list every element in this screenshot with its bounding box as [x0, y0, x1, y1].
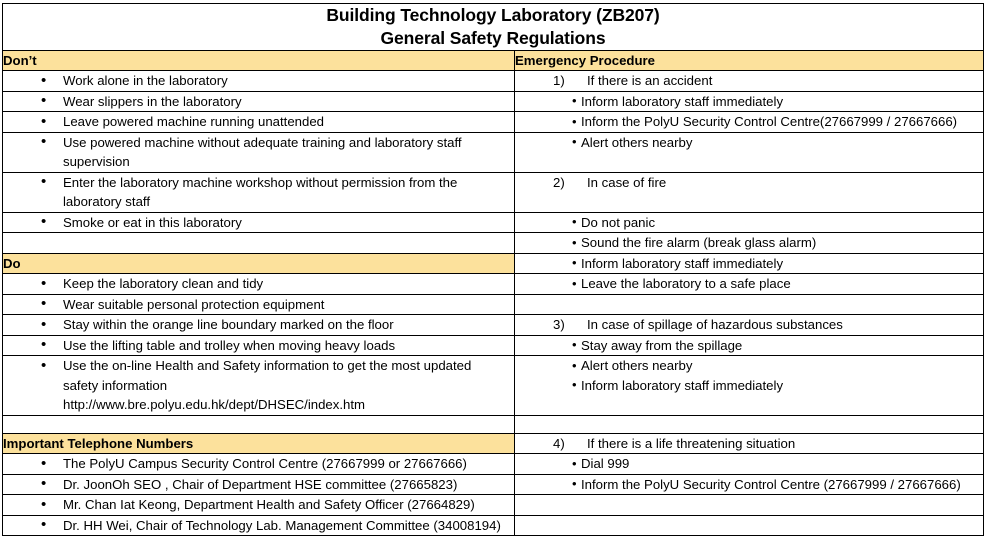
- procedure-title: In case of spillage of hazardous substances: [587, 317, 843, 332]
- spacer-cell: [515, 415, 984, 433]
- regulations-table: [2, 3, 984, 536]
- procedure-step-cell: [515, 253, 984, 274]
- table-row: [3, 433, 984, 454]
- list-item: [63, 495, 514, 515]
- phone-item-cell: [3, 474, 515, 495]
- do-item-cell: [3, 274, 515, 295]
- list-item-label: Use the on-line Health and Safety information to get the most updated: [63, 358, 472, 373]
- phones-section-header: Important Telephone Numbers: [3, 433, 515, 454]
- list-item-label: Stay away from the spillage: [581, 337, 743, 353]
- list-item: [581, 356, 983, 376]
- procedure-steps: [515, 92, 983, 112]
- dont-item-cell: [3, 172, 515, 212]
- list-item: [581, 274, 983, 294]
- list-item-label: Work alone in the laboratory: [63, 73, 228, 88]
- phone-item-cell: [3, 515, 515, 536]
- procedure-steps: [515, 233, 983, 253]
- list-item-label: Dial 999: [581, 456, 630, 471]
- procedure-step-cell: [515, 91, 984, 112]
- table-row: [3, 335, 984, 356]
- procedure-step-cell: [515, 212, 984, 233]
- emergency-section-header: Emergency Procedure: [515, 51, 984, 71]
- phones-list: [3, 454, 514, 474]
- list-item: [63, 315, 514, 335]
- list-item-label: Smoke or eat in this laboratory: [63, 214, 242, 230]
- procedure-number: 3): [553, 317, 565, 332]
- list-item-label: Leave the laboratory to a safe place: [581, 276, 791, 291]
- table-row: [3, 515, 984, 536]
- procedure-step-cell: [515, 112, 984, 133]
- list-item-label: Dr. HH Wei, Chair of Technology Lab. Management Committee (34008194): [63, 517, 501, 533]
- list-item-label: Inform laboratory staff immediately: [581, 255, 784, 271]
- procedure-step-cell: [515, 132, 984, 172]
- phone-item-cell: [3, 495, 515, 516]
- title-row: [3, 4, 984, 51]
- list-item: [63, 454, 514, 474]
- list-item-label: Use powered machine without adequate training and laboratory staff: [63, 134, 462, 150]
- procedure-steps: [515, 112, 983, 132]
- table-row: [3, 294, 984, 315]
- list-item-label: Inform laboratory staff immediately: [581, 93, 784, 109]
- procedure-title: If there is a life threatening situation: [587, 435, 796, 451]
- list-item-label: Wear slippers in the laboratory: [63, 93, 242, 109]
- table-row: [3, 212, 984, 233]
- procedure-steps: [515, 336, 983, 356]
- spacer-cell: [515, 294, 984, 315]
- do-item-cell: [3, 335, 515, 356]
- list-item-label: Sound the fire alarm (break glass alarm): [581, 235, 817, 250]
- procedure-title-cell: [515, 172, 984, 212]
- procedure-number: 1): [553, 73, 565, 88]
- title-line-primary: Building Technology Laboratory (ZB207): [326, 5, 660, 25]
- procedure-step-cell: [515, 356, 984, 416]
- list-item-label: Use the lifting table and trolley when moving heavy loads: [63, 337, 396, 353]
- procedure-step-cell: [515, 274, 984, 295]
- procedure-title-cell: [515, 71, 984, 92]
- list-item: [63, 336, 514, 356]
- list-item-continuation: laboratory staff: [63, 194, 150, 209]
- procedure-steps: [515, 454, 983, 474]
- phone-item-cell: [3, 454, 515, 475]
- list-item-label: Enter the laboratory machine workshop without permission from the: [63, 174, 458, 190]
- list-item: [63, 92, 514, 112]
- dont-item-cell: [3, 71, 515, 92]
- dos-list: [3, 336, 514, 356]
- list-item: [63, 516, 514, 536]
- list-item-label: Dr. JoonOh SEO , Chair of Department HSE committee (27665823): [63, 476, 458, 492]
- list-item: [581, 336, 983, 356]
- procedure-number: 2): [553, 174, 565, 190]
- procedure-title-cell: [515, 433, 984, 454]
- list-item-label: Keep the laboratory clean and tidy: [63, 276, 264, 291]
- dos-list: [3, 274, 514, 294]
- phones-list: [3, 495, 514, 515]
- procedure-step-cell: [515, 474, 984, 495]
- list-item: [63, 71, 514, 91]
- table-row: [3, 495, 984, 516]
- procedure-steps: [515, 356, 983, 395]
- list-item-continuation: supervision: [63, 154, 130, 169]
- spacer-cell: [515, 495, 984, 516]
- phones-list: [3, 475, 514, 495]
- dont-item-cell: [3, 91, 515, 112]
- procedure-step-cell: [515, 233, 984, 254]
- table-row: [3, 71, 984, 92]
- procedure-number: 4): [553, 435, 565, 451]
- document-title: [3, 4, 984, 51]
- list-item: [581, 213, 983, 233]
- procedure-steps: [515, 133, 983, 153]
- table-row: [3, 415, 984, 433]
- procedure-heading: [515, 315, 983, 335]
- dos-section-header: Do: [3, 253, 515, 274]
- donts-list: [3, 71, 514, 91]
- list-item-label: Stay within the orange line boundary marked on the floor: [63, 317, 394, 332]
- dos-list: [3, 315, 514, 335]
- table-row: [3, 356, 984, 416]
- list-item: [581, 92, 983, 112]
- list-item-label: Alert others nearby: [581, 134, 693, 150]
- do-item-cell: [3, 294, 515, 315]
- list-item: [63, 133, 514, 172]
- do-item-cell: [3, 315, 515, 336]
- procedure-title-cell: [515, 315, 984, 336]
- phones-list: [3, 516, 514, 536]
- procedure-steps: [515, 274, 983, 294]
- list-item: [63, 112, 514, 132]
- table-row: [3, 132, 984, 172]
- procedure-title: If there is an accident: [587, 73, 713, 88]
- list-item-label: Do not panic: [581, 214, 656, 230]
- list-item: [63, 356, 514, 415]
- table-row: [3, 233, 984, 254]
- donts-list: [3, 112, 514, 132]
- table-row: [3, 253, 984, 274]
- procedure-step-cell: [515, 454, 984, 475]
- title-line-secondary: General Safety Regulations: [380, 28, 606, 48]
- table-row: [3, 454, 984, 475]
- list-item-label: Alert others nearby: [581, 358, 693, 373]
- list-item-label: Leave powered machine running unattended: [63, 114, 325, 129]
- do-item-cell: [3, 356, 515, 416]
- list-item-label: Mr. Chan Iat Keong, Department Health and Safety Officer (27664829): [63, 497, 475, 512]
- list-item: [63, 213, 514, 233]
- procedure-heading: [515, 434, 983, 454]
- table-row: [3, 172, 984, 212]
- procedure-heading: [515, 71, 983, 91]
- table-row: [3, 112, 984, 133]
- table-row: [3, 274, 984, 295]
- list-item: [63, 173, 514, 212]
- donts-list: [3, 173, 514, 212]
- list-item-label: Inform laboratory staff immediately: [581, 377, 784, 393]
- dont-item-cell: [3, 112, 515, 133]
- donts-list: [3, 213, 514, 233]
- list-item: [581, 475, 983, 495]
- procedure-steps: [515, 475, 983, 495]
- procedure-title: In case of fire: [587, 174, 667, 190]
- list-item: [63, 274, 514, 294]
- list-item: [581, 454, 983, 474]
- donts-section-header: Don’t: [3, 51, 515, 71]
- donts-list: [3, 133, 514, 172]
- list-item: [63, 295, 514, 315]
- procedure-steps: [515, 213, 983, 233]
- dont-item-cell: [3, 212, 515, 233]
- spacer-cell: [3, 415, 515, 433]
- list-item: [581, 133, 983, 153]
- table-row: [3, 474, 984, 495]
- list-item-label: Inform the PolyU Security Control Centre(27667999 / 27667666): [581, 114, 958, 129]
- dos-list: [3, 356, 514, 415]
- dos-list: [3, 295, 514, 315]
- section-header-row: [3, 51, 984, 71]
- spacer-cell: [515, 515, 984, 536]
- table-row: [3, 91, 984, 112]
- procedure-heading: [515, 173, 983, 193]
- table-row: [3, 315, 984, 336]
- list-item: [581, 112, 983, 132]
- list-item-continuation: safety information: [63, 377, 168, 393]
- safety-regulations-document: [0, 3, 985, 533]
- list-item: [63, 475, 514, 495]
- list-item-label: The PolyU Campus Security Control Centre (27667999 or 27667666): [63, 456, 467, 471]
- donts-list: [3, 92, 514, 112]
- list-item-label: Inform the PolyU Security Control Centre (27667999 / 27667666): [581, 476, 961, 492]
- spacer-cell: [3, 233, 515, 254]
- list-item-label: Wear suitable personal protection equipment: [63, 296, 325, 312]
- dont-item-cell: [3, 132, 515, 172]
- list-item: [581, 233, 983, 253]
- procedure-step-cell: [515, 335, 984, 356]
- list-item: [581, 254, 983, 274]
- safety-info-url[interactable]: http://www.bre.polyu.edu.hk/dept/DHSEC/index.htm: [63, 397, 365, 412]
- list-item: [581, 376, 983, 396]
- procedure-steps: [515, 254, 983, 274]
